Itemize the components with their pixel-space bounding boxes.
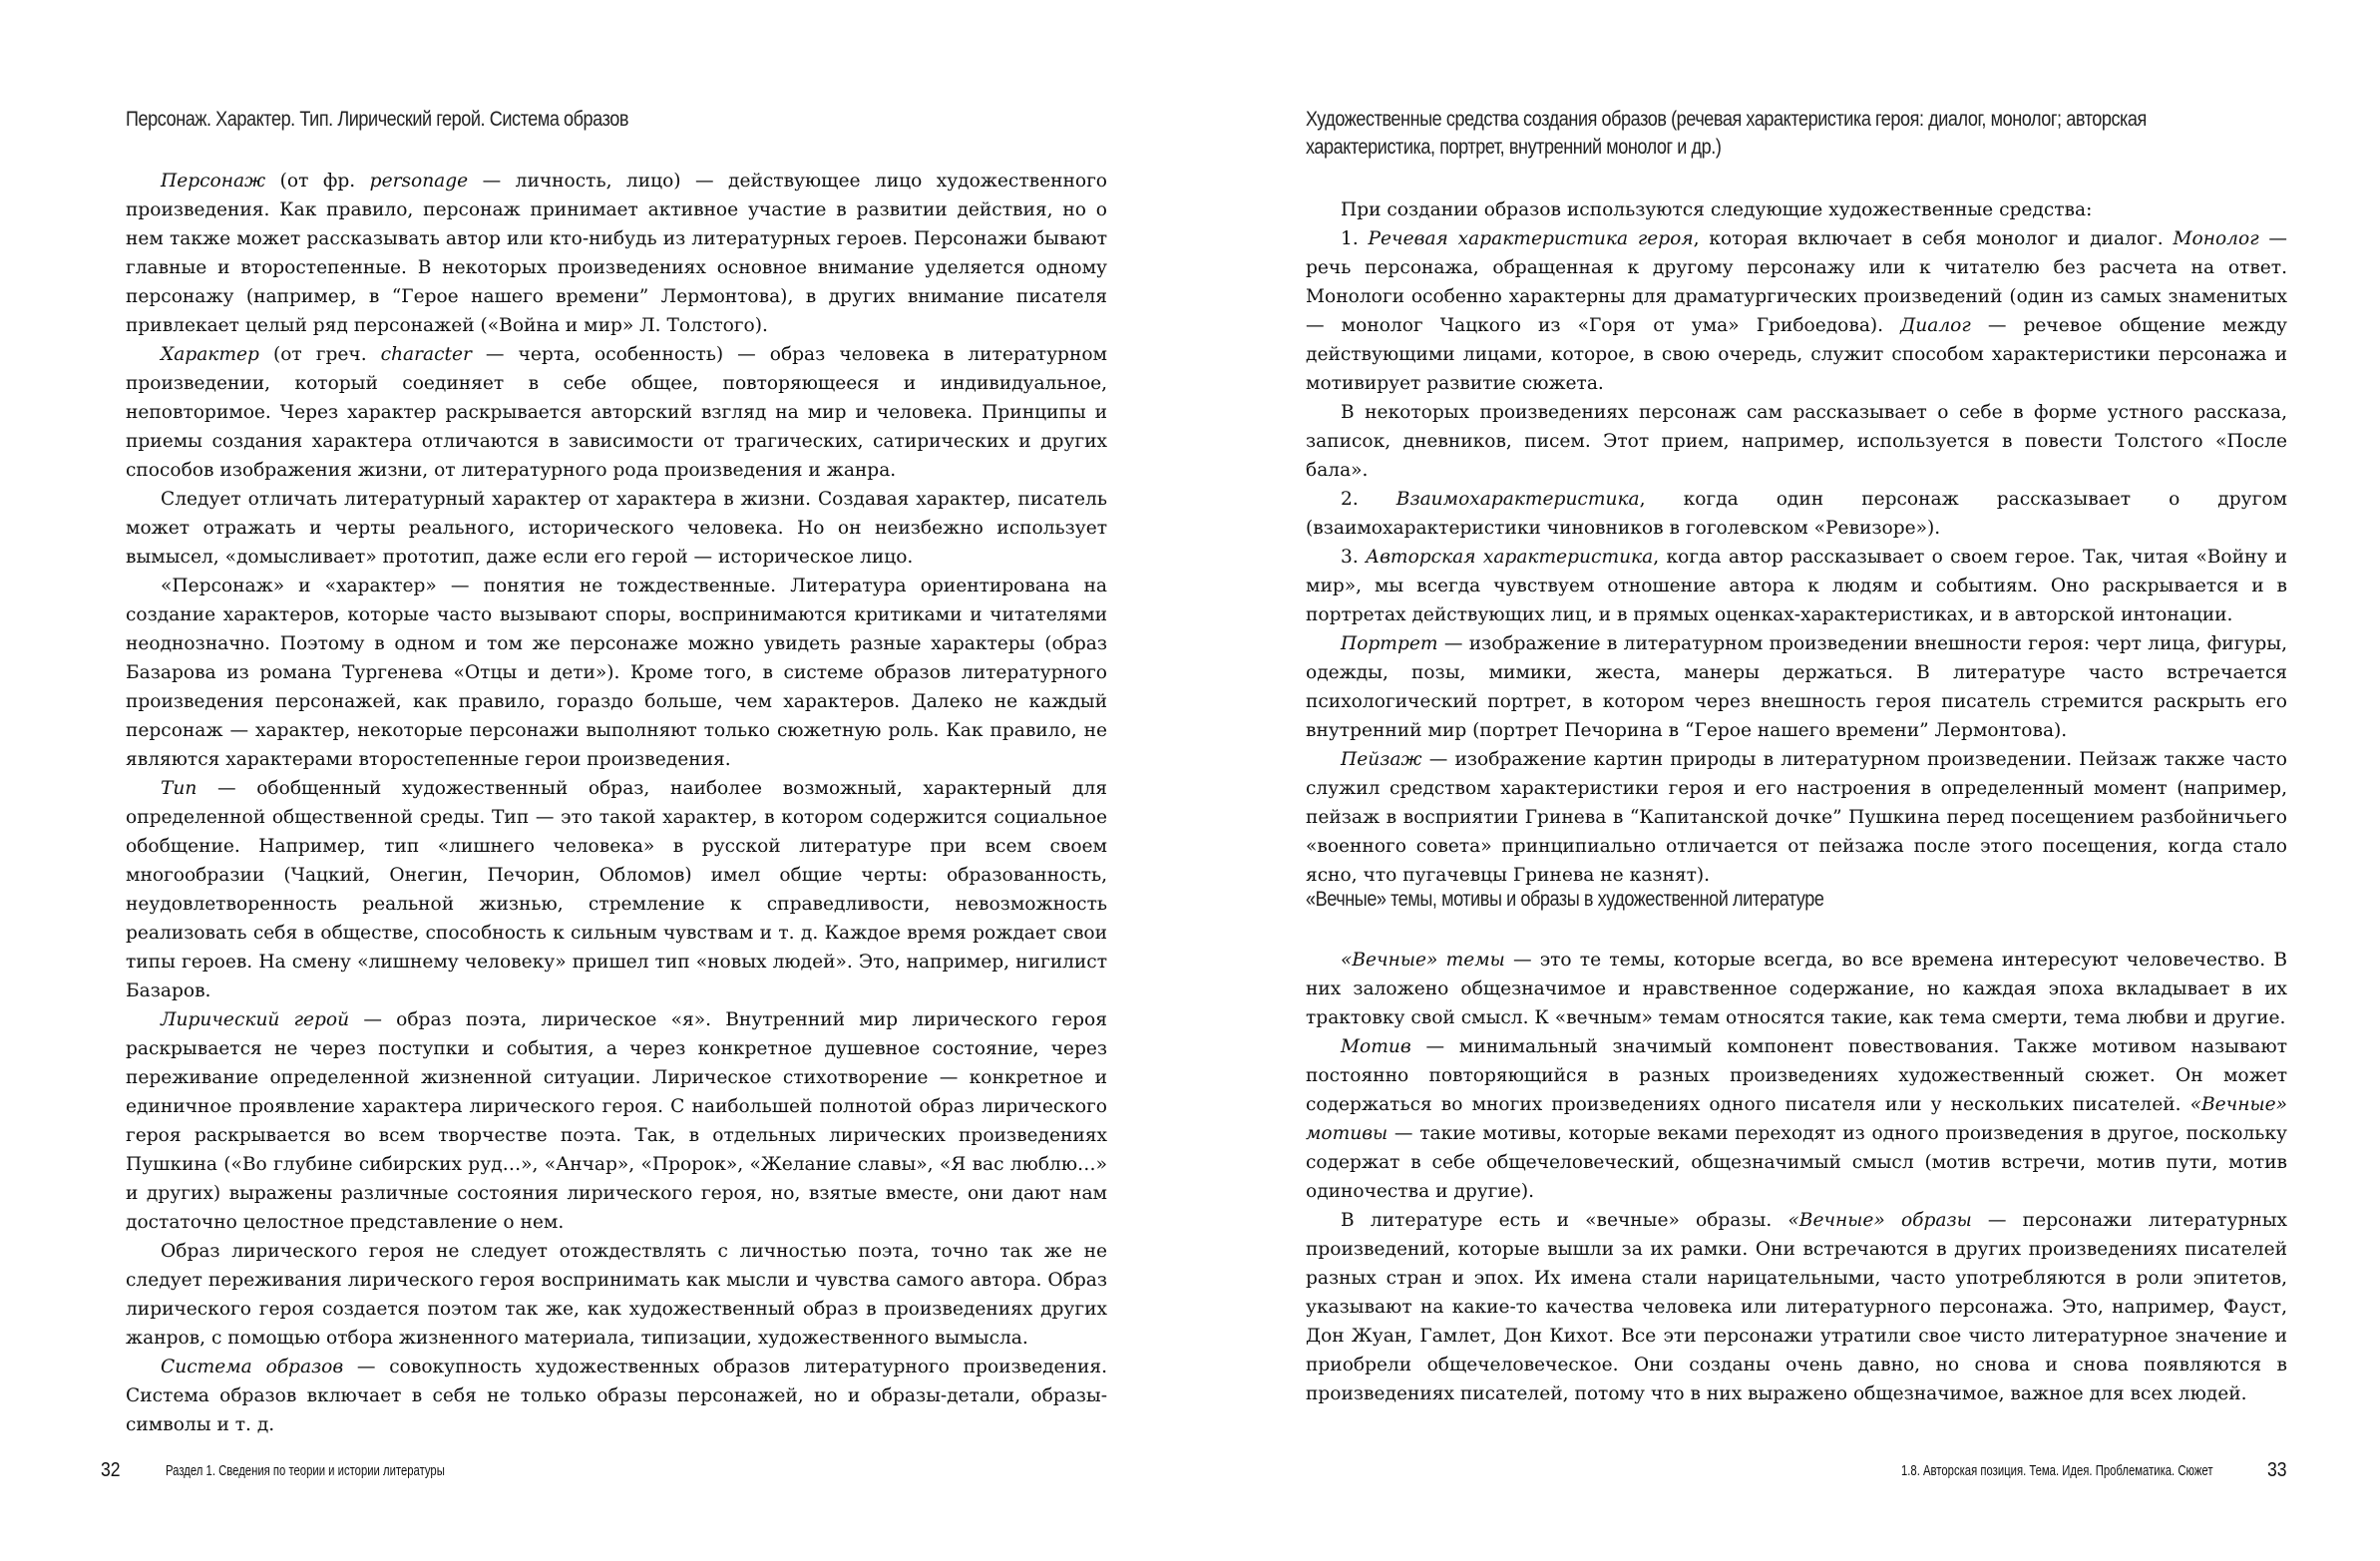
paragraph [1306,195,2287,224]
term: «Вечные» темы [1341,950,1505,971]
term: character [380,344,472,365]
text: «Персонаж» и «характер» — понятия не тождественные. Литература ориентирована на создание характеров, которые часто вызывают споры, воспринимаются критиками и читателями неоднозначно. Поэтому в одном и том же персонаже можно увидеть разные характеры (образ Базарова из романа Тургенева «Отцы и дети»). Кроме того, в системе образов литературного произведения персонажей, как правило, гораздо больше, чем характеров. Далеко не каждый персонаж — характер, некоторые персонажи выполняют только сюжетную роль. Как правило, не являются характерами второстепенные герои произведения. [126,576,1107,770]
term: Диалог [1900,315,1971,336]
text: — совокупность художественных образов литературного произведения. Система образов включает в себя не только образы персонажей, но и образы-детали, образы-символы и т. д. [126,1357,1107,1435]
paragraph [126,774,1107,1005]
text: Следует отличать литературный характер от характера в жизни. Создавая характер, писатель может отражать и черты реального, исторического человека. Но он неизбежно использует вымысел, «домысливает» прототип, даже если его герой — историческое лицо. [126,489,1107,568]
text: — персонажи литературных произведений, которые вышли за их рамки. Они встречаются в других произведениях писателей разных стран и эпох. Их имена стали нарицательными, часто употребляются в роли эпитетов, указывают на какие-то качества человека или литературного персонажа. Это, например, Фауст, Дон Жуан, Гамлет, Дон Кихот. Все эти персонажи утратили свое чисто литературное значение и приобрели общечеловеческое. Они созданы очень давно, но снова и снова появляются в произведениях писателей, потому что в них выражено общезначимое, важное для всех людей. [1306,1210,2288,1404]
term: Пейзаж [1341,749,1422,770]
paragraph [1306,946,2287,1032]
section-heading-2: «Вечные» темы, мотивы и образы в художественной литературе [1306,888,1824,911]
paragraph [126,1005,1107,1237]
term: personage [369,171,469,192]
paragraph [1306,485,2287,543]
right-page [1190,0,2380,1561]
text: , которая включает в себя монолог и диалог. [1693,228,2174,249]
paragraph [126,485,1107,572]
text: — черта, особенность) — образ человека в литературном произведении, который соединяет в себе общее, повторяющееся и индивидуальное, неповторимое. Через характер раскрывается авторский взгляд на мир и человека. Принципы и приемы создания характера отличаются в зависимости от трагических, сатирических и других способов изображения жизни, от литературного рода произведения и жанра. [126,344,1107,481]
running-footer: Раздел 1. Сведения по теории и истории литературы [166,1463,445,1479]
term: Портрет [1341,633,1438,654]
page-number: 33 [2267,1459,2287,1481]
paragraph [1306,1206,2287,1408]
text: — речевое общение между действующими лицами, которое, в свою очередь, служит способом характеристики персонажа и мотивирует развитие сюжета. [1306,315,2287,394]
term: Мотив [1341,1036,1411,1057]
text: В литературе есть и «вечные» образы. [1341,1210,1788,1231]
paragraph [1306,1032,2287,1206]
section-heading: Персонаж. Характер. Тип. Лирический герой. Система образов [126,108,629,131]
text: 3. [1341,547,1367,568]
paragraph [1306,398,2287,485]
term: Авторская характеристика [1366,547,1654,568]
term: Характер [161,344,259,365]
right-body-text-b [1306,946,2287,1408]
text: 2. [1341,489,1396,510]
term: Система образов [161,1357,344,1377]
paragraph [1306,745,2287,890]
text: — это те темы, которые всегда, во все времена интересуют человечество. В них заложено общезначимое и нравственное содержание, но каждая эпоха вкладывает в их трактовку свой смысл. К «вечным» темам относятся такие, как тема смерти, тема любви и другие. [1306,950,2287,1028]
heading-line: Художественные средства создания образов (речевая характеристика героя: диалог, монолог; авторская [1306,108,2147,131]
section-heading [1306,106,2147,162]
term: Речевая характеристика героя [1368,228,1694,249]
text: — такие мотивы, которые веками переходят из одного произведения в другое, поскольку содержат в себе общечеловеческий, общезначимый смысл (мотив встречи, мотив пути, мотив одиночества и другие). [1306,1123,2287,1202]
term: Тип [161,778,198,799]
left-body-text [126,167,1107,1439]
paragraph [1306,543,2287,629]
text: (от фр. [265,171,370,192]
text: — образ поэта, лирическое «я». Внутренний мир лирического героя раскрывается не через поступки и события, а через конкретное душевное состояние, через переживание определенной жизненной ситуации. Лирическое стихотворение — конкретное и единичное проявление характера лирического героя. С наибольшей полнотой образ лирического героя раскрывается во всем творчестве поэта. Так, в отдельных лирических произведениях Пушкина («Во глубине сибирских руд…», «Анчар», «Пророк», «Желание славы», «Я вас люблю…» и других) выражены различные состояния лирического героя, но, взятые вместе, они дают нам достаточно целостное представление о нем. [126,1009,1107,1233]
text: — речь персонажа, обращенная к другому персонажу или к читателю без расчета на ответ. Монологи особенно характерны для драматургических произведений (один из самых знаменитых — монолог Чацкого из «Горя от ума» Грибоедова). [1306,228,2287,336]
paragraph [126,167,1107,340]
text: Образ лирического героя не следует отождествлять с личностью поэта, точно так же не следует переживания лирического героя воспринимать как мысли и чувства самого автора. Образ лирического героя создается поэтом так же, как художественный образ в произведениях других жанров, с помощью отбора жизненного материала, типизации, художественного вымысла. [126,1241,1107,1349]
term: Лирический герой [161,1009,350,1030]
paragraph [126,1353,1107,1439]
paragraph [126,1237,1107,1353]
text: 1. [1341,228,1369,249]
text: — минимальный значимый компонент повествования. Также мотивом называют постоянно повторяющийся в разных произведениях художественный сюжет. Он может содержаться во многих произведениях одного писателя или у нескольких писателей. [1306,1036,2287,1115]
text: — изображение в литературном произведении внешности героя: черт лица, фигуры, одежды, позы, мимики, жеста, манеры держаться. В литературе часто встречается психологический портрет, в котором через внешность героя писатель стремится раскрыть его внутренний мир (портрет Печорина в “Герое нашего времени” Лермонтова). [1306,633,2287,741]
term: Монолог [2173,228,2259,249]
paragraph [1306,629,2287,745]
text: (от греч. [258,344,381,365]
heading-line: характеристика, портрет, внутренний монолог и др.) [1306,136,1722,159]
text: В некоторых произведениях персонаж сам рассказывает о себе в форме устного рассказа, записок, дневников, писем. Этот прием, например, используется в повести Толстого «После бала». [1306,402,2287,481]
text: — личность, лицо) — действующее лицо художественного произведения. Как правило, персонаж принимает активное участие в развитии действия, но о нем также может рассказывать автор или кто-нибудь из литературных героев. Персонажи бывают главные и второстепенные. В некоторых произведениях основное внимание уделяется одному персонажу (например, в “Герое нашего времени” Лермонтова), в других внимание писателя привлекает целый ряд персонажей («Война и мир» Л. Толстого). [126,171,1108,336]
paragraph [126,572,1107,774]
running-footer: 1.8. Авторская позиция. Тема. Идея. Проблематика. Сюжет [1901,1463,2213,1479]
page-number: 32 [101,1459,121,1481]
term: Взаимохарактеристика [1395,489,1640,510]
paragraph [1306,224,2287,398]
text: — изображение картин природы в литературном произведении. Пейзаж также часто служил средством характеристики героя и его настроения в определенный момент (например, пейзаж в восприятии Гринева в “Капитанской дочке” Пушкина перед посещением разбойничьего «военного совета» принципиально отличается от пейзажа после этого посещения, когда стало ясно, что пугачевцы Гринева не казнят). [1306,749,2287,886]
paragraph [126,340,1107,485]
term: «Вечные» мотивы [1306,1094,2287,1144]
term: «Вечные» образы [1787,1210,1972,1231]
text: , когда один персонаж рассказывает о другом (взаимохарактеристики чиновников в гоголевском «Ревизоре»). [1306,489,2287,539]
text: При создании образов используются следующие художественные средства: [1341,199,2093,220]
text: , когда автор рассказывает о своем герое. Так, читая «Войну и мир», мы всегда чувствуем отношение автора к людям и событиям. Оно раскрывается и в портретах действующих лиц, и в прямых оценках-характеристиках, и в авторской интонации. [1306,547,2287,625]
term: Персонаж [161,171,266,192]
text: — обобщенный художественный образ, наиболее возможный, характерный для определенной общественной среды. Тип — это такой характер, в котором содержится социальное обобщение. Например, тип «лишнего человека» в русской литературе при всем своем многообразии (Чацкий, Онегин, Печорин, Обломов) имел общие черты: образованность, неудовлетворенность реальной жизнью, стремление к справедливости, невозможность реализовать себя в обществе, способность к сильным чувствам и т. д. Каждое время рождает свои типы героев. На смену «лишнему человеку» пришел тип «новых людей». Это, например, нигилист Базаров. [126,778,1107,1001]
right-body-text-a [1306,195,2287,890]
